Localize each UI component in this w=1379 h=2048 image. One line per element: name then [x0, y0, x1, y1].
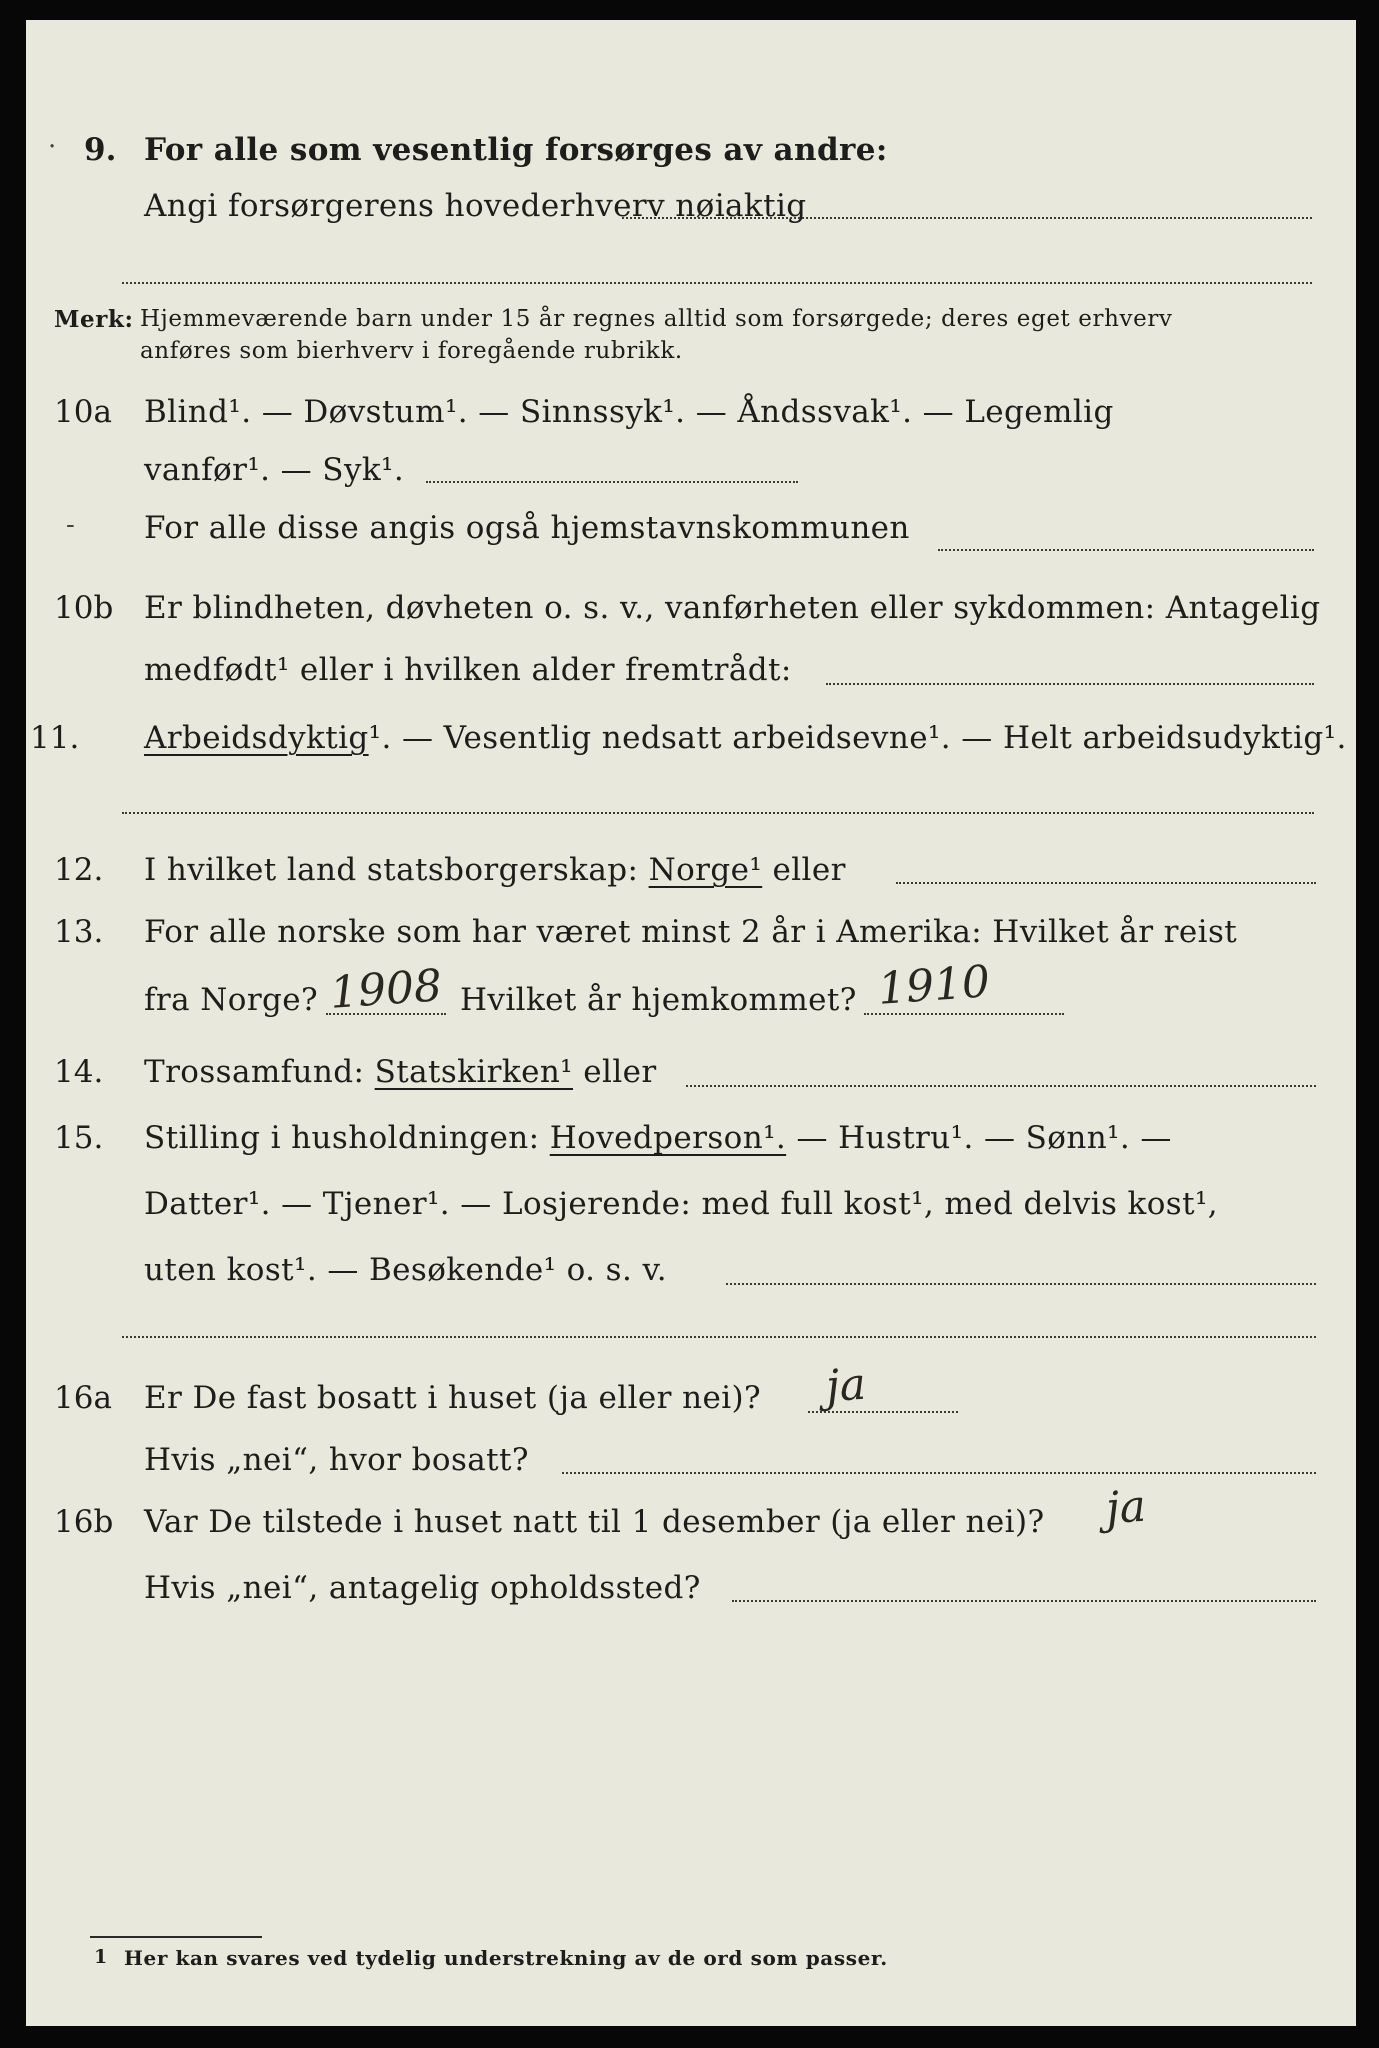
q16a-line-1: Er De fast bosatt i huset (ja eller nei)?	[144, 1380, 762, 1416]
q9-title: For alle som vesentlig forsørges av andre:	[144, 132, 888, 168]
q12-line	[144, 852, 846, 888]
q16a-line-2: Hvis „nei“, hvor bosatt?	[144, 1442, 529, 1478]
merk-line-1: Hjemmeværende barn under 15 år regnes alltid som forsørgede; deres eget erhverv	[140, 306, 1173, 332]
footnote-mark: 1	[94, 1946, 108, 1968]
q15-line-1	[144, 1120, 1172, 1156]
q13-line-2a: fra Norge?	[144, 982, 319, 1018]
footnote-text: Her kan svares ved tydelig understrekning av de ord som passer.	[124, 1946, 888, 1970]
q12-prefix: I hvilket land statsborgerskap:	[144, 852, 639, 888]
q15-prefix: Stilling i husholdningen:	[144, 1120, 540, 1156]
q9-answer-line[interactable]	[622, 217, 1312, 219]
q12-answer-line[interactable]	[896, 882, 1316, 884]
q11-number: 11.	[30, 720, 80, 756]
q14-line	[144, 1054, 657, 1090]
q11-rest: ¹. — Vesentlig nedsatt arbeidsevne¹. — Helt arbeidsudyktig¹.	[368, 720, 1347, 756]
q16b-line-1: Var De tilstede i huset natt til 1 desember (ja eller nei)?	[144, 1504, 1045, 1540]
q16a-address-line[interactable]	[562, 1472, 1316, 1474]
census-form-page	[26, 20, 1356, 2026]
margin-dot: ·	[48, 132, 57, 162]
q9-line: Angi forsørgerens hovederhverv nøiaktig	[144, 188, 807, 224]
q16b-number: 16b	[54, 1504, 114, 1540]
q12-number: 12.	[54, 852, 104, 888]
q11-answer-line[interactable]	[122, 812, 1314, 814]
q10a-number: 10a	[54, 394, 112, 430]
q16a-answer: ja	[824, 1358, 868, 1413]
q14-answer-line[interactable]	[686, 1085, 1316, 1087]
q16b-line-2: Hvis „nei“, antagelig opholdssted?	[144, 1570, 701, 1606]
q16b-location-line[interactable]	[732, 1600, 1316, 1602]
q16a-number: 16a	[54, 1380, 112, 1416]
q13-number: 13.	[54, 914, 104, 950]
q10a-line-3: For alle disse angis også hjemstavnskommunen	[144, 510, 910, 546]
q13-departure-answer: 1908	[328, 960, 444, 1019]
q10b-answer-line[interactable]	[826, 683, 1314, 685]
q15-answer-line-2[interactable]	[122, 1336, 1316, 1338]
q14-prefix: Trossamfund:	[144, 1054, 365, 1090]
q10a-home-line[interactable]	[938, 549, 1314, 551]
q15-line-3: uten kost¹. — Besøkende¹ o. s. v.	[144, 1252, 667, 1288]
margin-dash: -	[66, 510, 75, 540]
q11-line	[144, 720, 1347, 756]
q10a-answer-line[interactable]	[426, 481, 798, 483]
q10a-line-2: vanfør¹. — Syk¹.	[144, 452, 405, 488]
q15-number: 15.	[54, 1120, 104, 1156]
q10b-number: 10b	[54, 590, 114, 626]
footnote-rule	[90, 1936, 262, 1938]
merk-label: Merk:	[54, 306, 134, 333]
q15-underlined-answer: Hovedperson¹.	[549, 1120, 787, 1156]
q10b-line-2: medfødt¹ eller i hvilken alder fremtrådt:	[144, 652, 792, 688]
q13-return-answer: 1910	[876, 956, 992, 1015]
q13-line-1: For alle norske som har været minst 2 år i Amerika: Hvilket år reist	[144, 914, 1238, 950]
q9-answer-line-2[interactable]	[122, 282, 1312, 284]
q12-suffix: eller	[772, 852, 846, 888]
q12-underlined-answer: Norge¹	[648, 852, 763, 888]
q10a-line-1: Blind¹. — Døvstum¹. — Sinnssyk¹. — Åndssvak¹. — Legemlig	[144, 394, 1114, 430]
q13-line-2b: Hvilket år hjemkommet?	[460, 982, 857, 1018]
q11-underlined-answer: Arbeidsdyktig	[144, 720, 369, 756]
q15-line-2: Datter¹. — Tjener¹. — Losjerende: med full kost¹, med delvis kost¹,	[144, 1186, 1219, 1222]
q14-underlined-answer: Statskirken¹	[374, 1054, 574, 1090]
q10b-line-1: Er blindheten, døvheten o. s. v., vanførheten eller sykdommen: Antagelig	[144, 590, 1321, 626]
q15-rest: — Hustru¹. — Sønn¹. —	[796, 1120, 1172, 1156]
q14-suffix: eller	[583, 1054, 657, 1090]
merk-line-2: anføres som bierhverv i foregående rubrikk.	[140, 338, 683, 364]
q15-answer-line[interactable]	[726, 1283, 1316, 1285]
q16b-answer: ja	[1104, 1480, 1148, 1535]
q14-number: 14.	[54, 1054, 104, 1090]
q9-number: 9.	[84, 132, 117, 168]
